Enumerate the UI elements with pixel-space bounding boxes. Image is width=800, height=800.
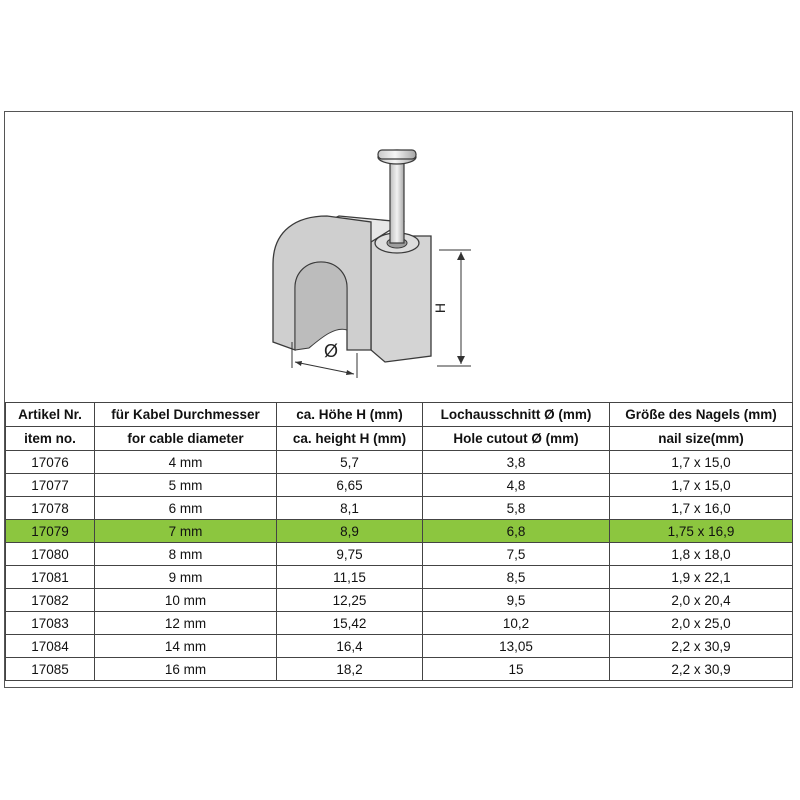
cell-cable-diameter: 5 mm <box>95 474 277 497</box>
spec-sheet <box>4 111 793 688</box>
cell-cable-diameter: 14 mm <box>95 635 277 658</box>
header-cable-diameter-de: für Kabel Durchmesser <box>95 403 277 427</box>
header-nail-size-de: Größe des Nagels (mm) <box>610 403 793 427</box>
cell-hole-cutout: 9,5 <box>423 589 610 612</box>
cell-hole-cutout: 8,5 <box>423 566 610 589</box>
cell-nail-size: 1,7 x 15,0 <box>610 474 793 497</box>
cell-hole-cutout: 5,8 <box>423 497 610 520</box>
table-header <box>6 403 793 451</box>
cell-cable-diameter: 9 mm <box>95 566 277 589</box>
cell-nail-size: 2,2 x 30,9 <box>610 635 793 658</box>
header-item-no-de: Artikel Nr. <box>6 403 95 427</box>
cell-nail-size: 1,75 x 16,9 <box>610 520 793 543</box>
cell-height: 11,15 <box>277 566 423 589</box>
cell-cable-diameter: 4 mm <box>95 451 277 474</box>
table-row <box>6 658 793 681</box>
cell-item-no: 17083 <box>6 612 95 635</box>
cell-item-no: 17077 <box>6 474 95 497</box>
cell-cable-diameter: 8 mm <box>95 543 277 566</box>
cell-item-no: 17084 <box>6 635 95 658</box>
cell-nail-size: 2,0 x 20,4 <box>610 589 793 612</box>
table-row <box>6 543 793 566</box>
cell-nail-size: 1,7 x 16,0 <box>610 497 793 520</box>
cell-height: 6,65 <box>277 474 423 497</box>
cell-height: 8,1 <box>277 497 423 520</box>
cell-hole-cutout: 13,05 <box>423 635 610 658</box>
cell-nail-size: 1,8 x 18,0 <box>610 543 793 566</box>
table-row <box>6 474 793 497</box>
cell-nail-size: 2,0 x 25,0 <box>610 612 793 635</box>
cell-item-no: 17080 <box>6 543 95 566</box>
cell-hole-cutout: 3,8 <box>423 451 610 474</box>
cell-nail-size: 1,9 x 22,1 <box>610 566 793 589</box>
header-nail-size-en: nail size(mm) <box>610 427 793 451</box>
cell-hole-cutout: 10,2 <box>423 612 610 635</box>
header-row-english <box>6 427 793 451</box>
table-row <box>6 497 793 520</box>
cell-height: 15,42 <box>277 612 423 635</box>
cell-hole-cutout: 6,8 <box>423 520 610 543</box>
cell-height: 9,75 <box>277 543 423 566</box>
cell-hole-cutout: 15 <box>423 658 610 681</box>
spec-table <box>5 402 793 681</box>
cell-hole-cutout: 4,8 <box>423 474 610 497</box>
cell-cable-diameter: 6 mm <box>95 497 277 520</box>
header-cable-diameter-en: for cable diameter <box>95 427 277 451</box>
cell-hole-cutout: 7,5 <box>423 543 610 566</box>
cell-height: 8,9 <box>277 520 423 543</box>
cable-clip-icon <box>273 150 431 362</box>
cell-item-no: 17081 <box>6 566 95 589</box>
table-row <box>6 635 793 658</box>
header-hole-cutout-de: Lochausschnitt Ø (mm) <box>423 403 610 427</box>
cell-nail-size: 1,7 x 15,0 <box>610 451 793 474</box>
table-row <box>6 589 793 612</box>
table-row <box>6 566 793 589</box>
cell-height: 16,4 <box>277 635 423 658</box>
table-body <box>6 451 793 681</box>
cell-item-no: 17085 <box>6 658 95 681</box>
cable-clip-diagram <box>5 112 792 402</box>
table-row <box>6 451 793 474</box>
cell-cable-diameter: 12 mm <box>95 612 277 635</box>
header-height-de: ca. Höhe H (mm) <box>277 403 423 427</box>
cell-height: 18,2 <box>277 658 423 681</box>
cell-height: 12,25 <box>277 589 423 612</box>
cell-cable-diameter: 10 mm <box>95 589 277 612</box>
cell-height: 5,7 <box>277 451 423 474</box>
cell-cable-diameter: 7 mm <box>95 520 277 543</box>
diameter-symbol: Ø <box>323 341 339 361</box>
header-row-german <box>6 403 793 427</box>
height-symbol: H <box>432 302 448 314</box>
header-height-en: ca. height H (mm) <box>277 427 423 451</box>
height-dimension <box>432 250 471 366</box>
cell-item-no: 17078 <box>6 497 95 520</box>
cell-item-no: 17079 <box>6 520 95 543</box>
cell-nail-size: 2,2 x 30,9 <box>610 658 793 681</box>
cell-cable-diameter: 16 mm <box>95 658 277 681</box>
header-item-no-en: item no. <box>6 427 95 451</box>
cell-item-no: 17082 <box>6 589 95 612</box>
table-row <box>6 612 793 635</box>
cell-item-no: 17076 <box>6 451 95 474</box>
table-row-highlighted <box>6 520 793 543</box>
header-hole-cutout-en: Hole cutout Ø (mm) <box>423 427 610 451</box>
